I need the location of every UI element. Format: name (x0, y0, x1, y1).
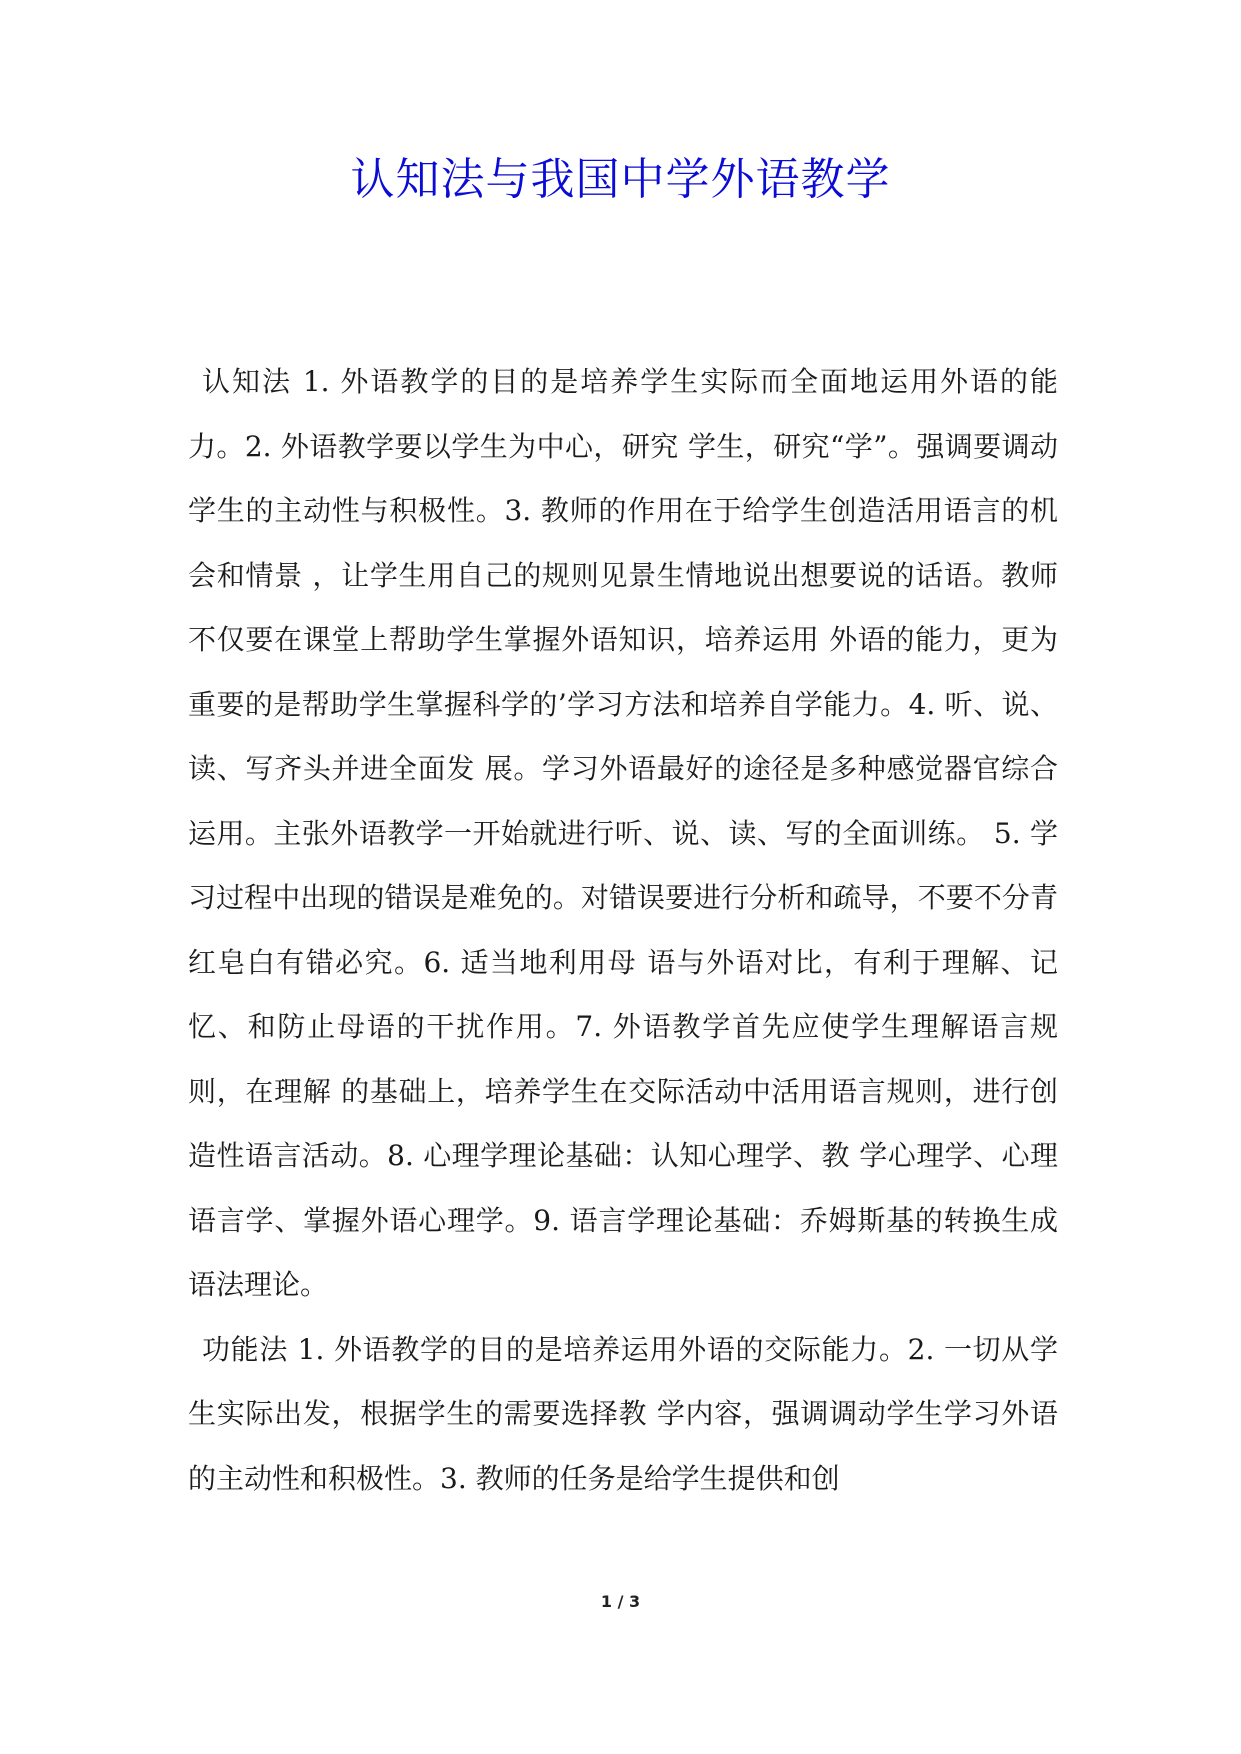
paragraph-cognitive-method: 认知法 1. 外语教学的目的是培养学生实际而全面地运用外语的能力。2. 外语教学要以学生为中心，研究 学生，研究“学”。强调要调动学生的主动性与积极性。3. 教师的作用在于给学生创造活用语言的机会和情景 ，让学生用自己的规则见景生情地说出想要说的话语。教师不仅要在课堂上帮助学生掌握外语知识，培养运用 外语的能力，更为重要的是帮助学生掌握科学的’学习方法和培养自学能力。4. 听、说、读、写齐头并进全面发 展。学习外语最好的途径是多种感觉器官综合运用。主张外语教学一开始就进行听、说、读、写的全面训练。 5. 学习过程中出现的错误是难免的。对错误要进行分析和疏导，不要不分青红皂白有错必究。6. 适当地利用母 语与外语对比，有利于理解、记忆、和防止母语的干扰作用。7. 外语教学首先应使学生理解语言规则，在理解 的基础上，培养学生在交际活动中活用语言规则，进行创造性语言活动。8. 心理学理论基础：认知心理学、教 学心理学、心理语言学、掌握外语心理学。9. 语言学理论基础：乔姆斯基的转换生成语法理论。 (188, 365, 1058, 1301)
page-number: 1 / 3 (600, 1592, 641, 1611)
document-body (188, 350, 1058, 1511)
document-title: 认知法与我国中学外语教学 (350, 154, 891, 205)
paragraph-functional-method: 功能法 1. 外语教学的目的是培养运用外语的交际能力。2. 一切从学生实际出发，根据学生的需要选择教 学内容，强调调动学生学习外语的主动性和积极性。3. 教师的任务是给学生提供和创 (188, 1332, 1058, 1495)
